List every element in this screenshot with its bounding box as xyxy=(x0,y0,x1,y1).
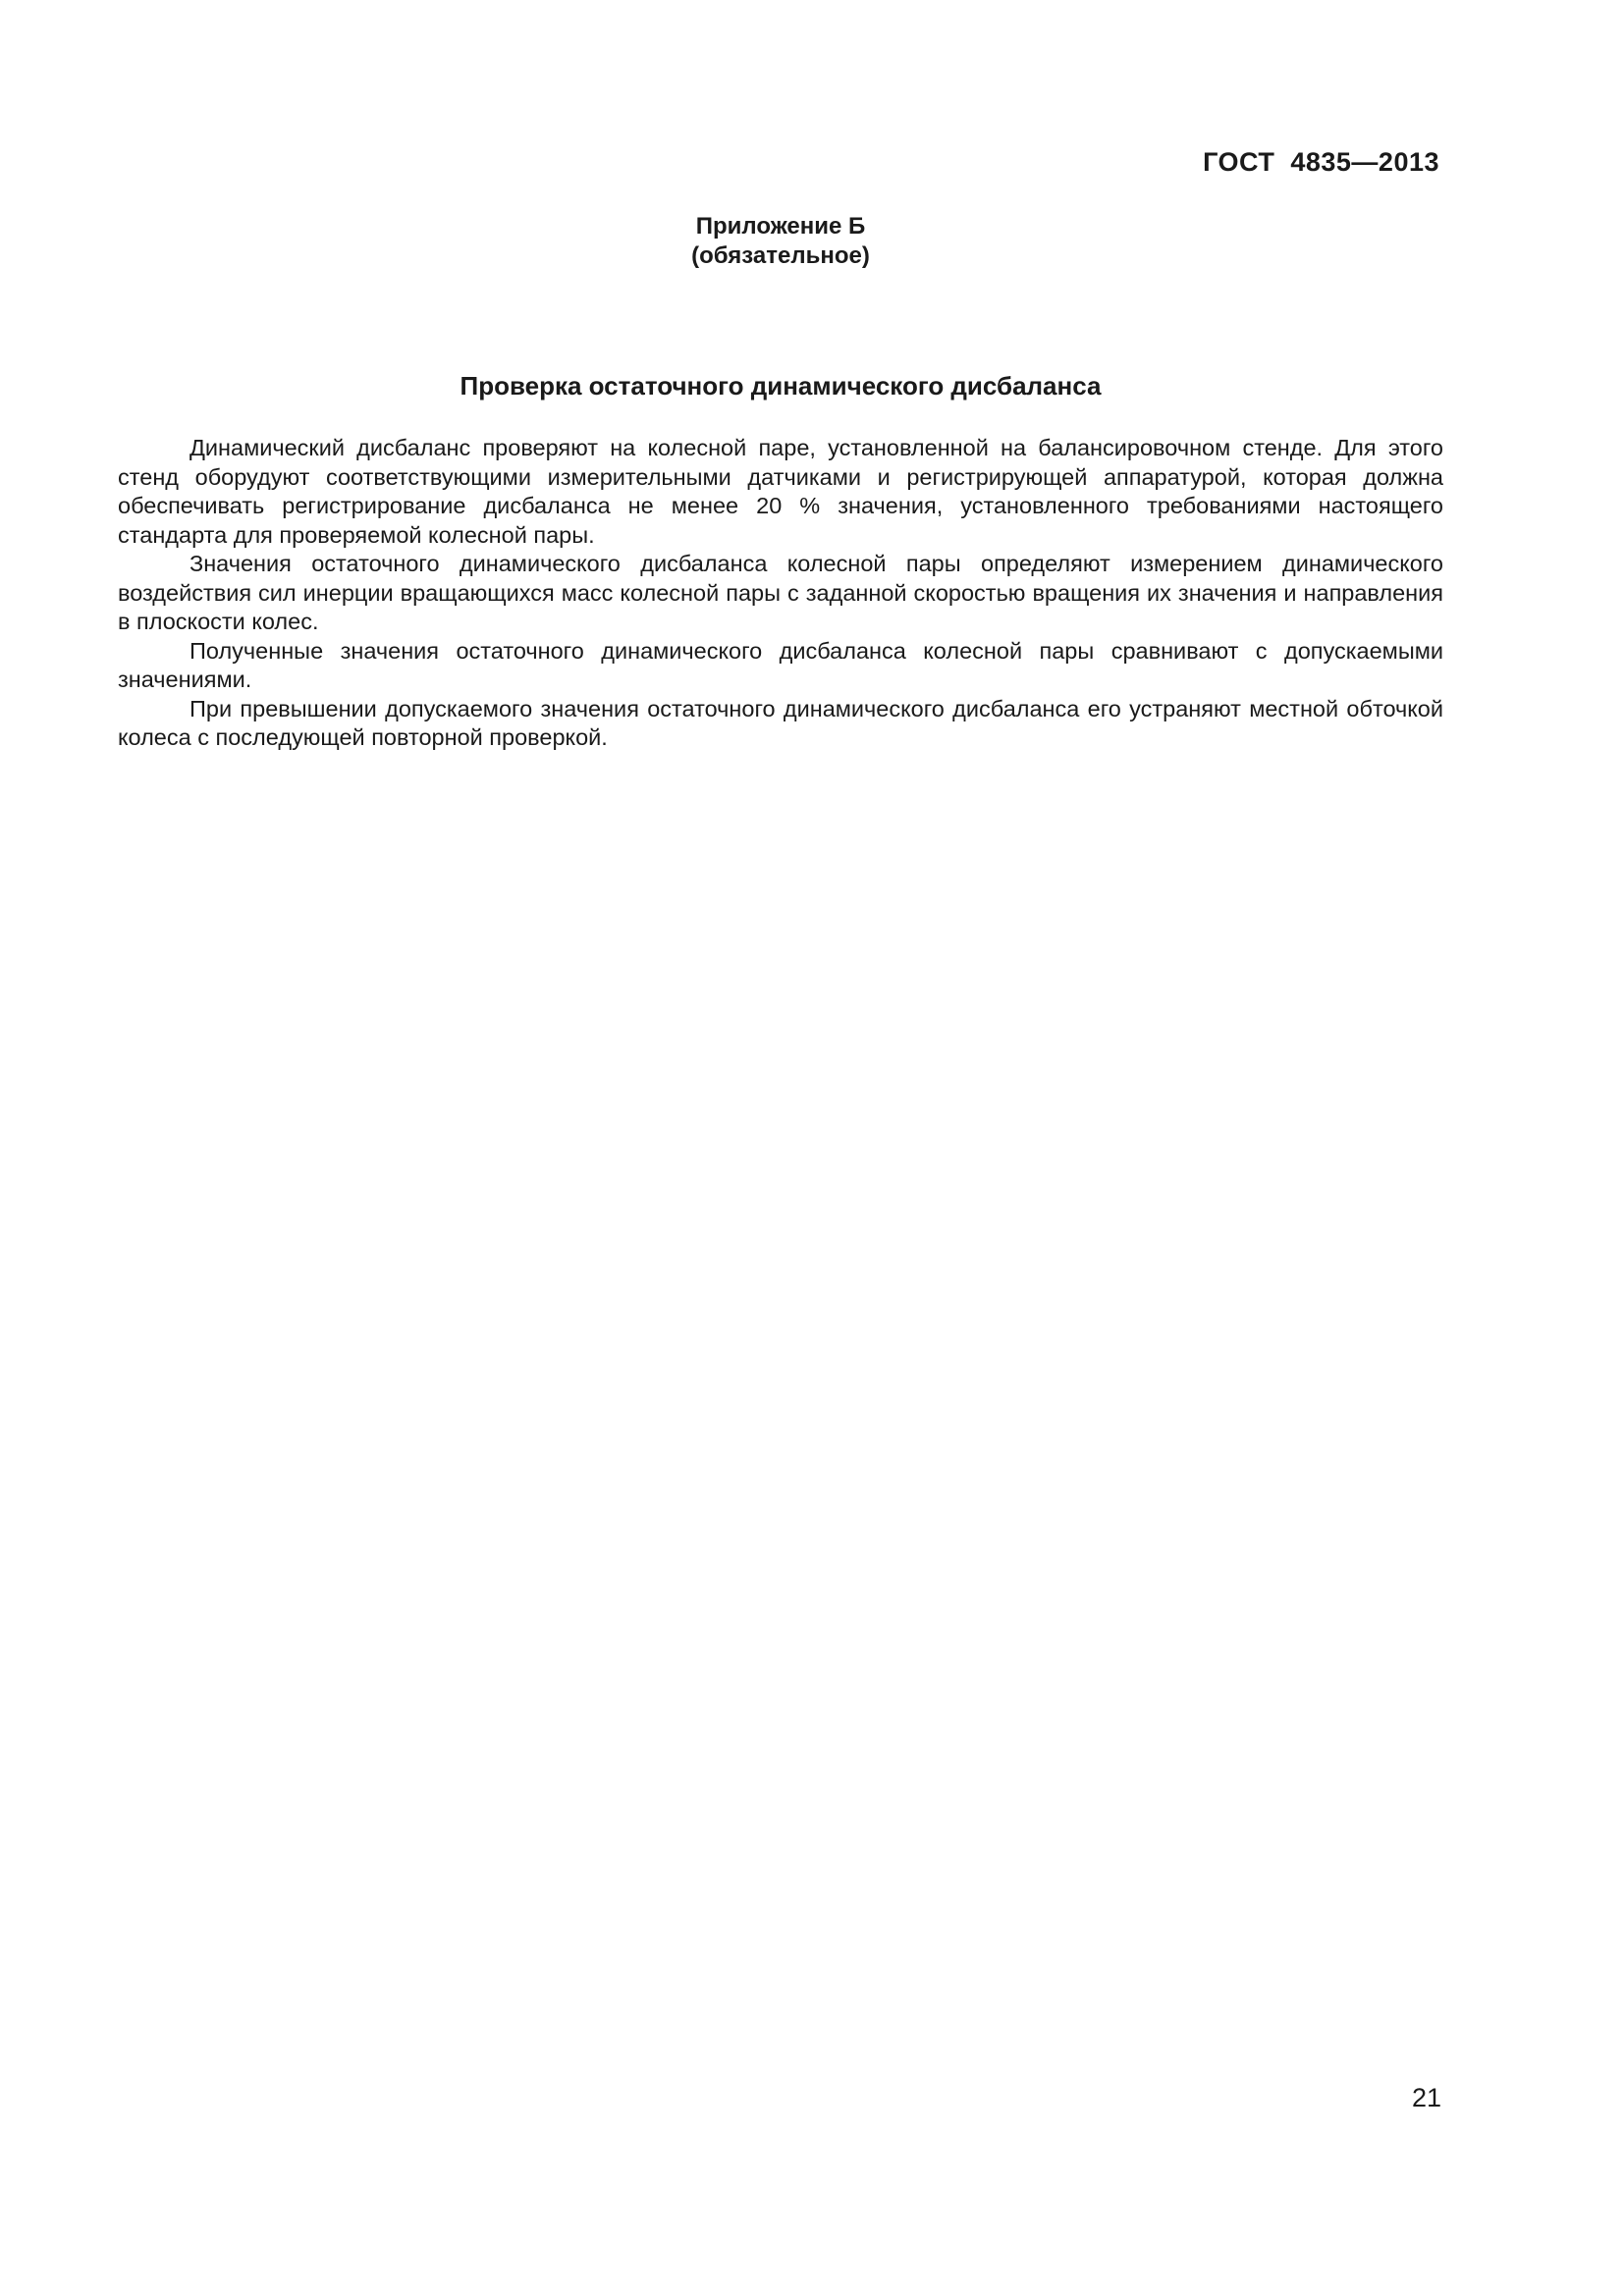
annex-heading xyxy=(0,212,1561,271)
paragraph: Полученные значения остаточного динамического дисбаланса колесной пары сравнивают с допускаемыми значениями. xyxy=(118,637,1443,692)
paragraph: При превышении допускаемого значения остаточного динамического дисбаланса его устраняют местной обточкой колеса с последующей повторной проверкой. xyxy=(118,695,1443,750)
paragraph: Динамический дисбаланс проверяют на колесной паре, установленной на балансировочном стенде. Для этого стенд оборудуют соответствующими измерительными датчиками и регистрирующей аппаратурой, которая должна обеспечивать регистрирование дисбаланса не менее 20 % значения, установленного требованиями настоящего стандарта для проверяемой колесной пары. xyxy=(118,435,1443,548)
paragraph: Значения остаточного динамического дисбаланса колесной пары определяют измерением динамического воздействия сил инерции вращающихся масс колесной пары с заданной скоростью вращения их значения и направления в плоскости колес. xyxy=(118,551,1443,634)
section-title: Проверка остаточного динамического дисбаланса xyxy=(460,371,1102,400)
annex-title: Приложение Б xyxy=(695,213,866,240)
body-text xyxy=(118,434,1443,753)
page-number: 21 xyxy=(1411,2083,1441,2112)
annex-status: (обязательное) xyxy=(691,242,870,269)
document-code: ГОСТ 4835—2013 xyxy=(1203,147,1439,177)
